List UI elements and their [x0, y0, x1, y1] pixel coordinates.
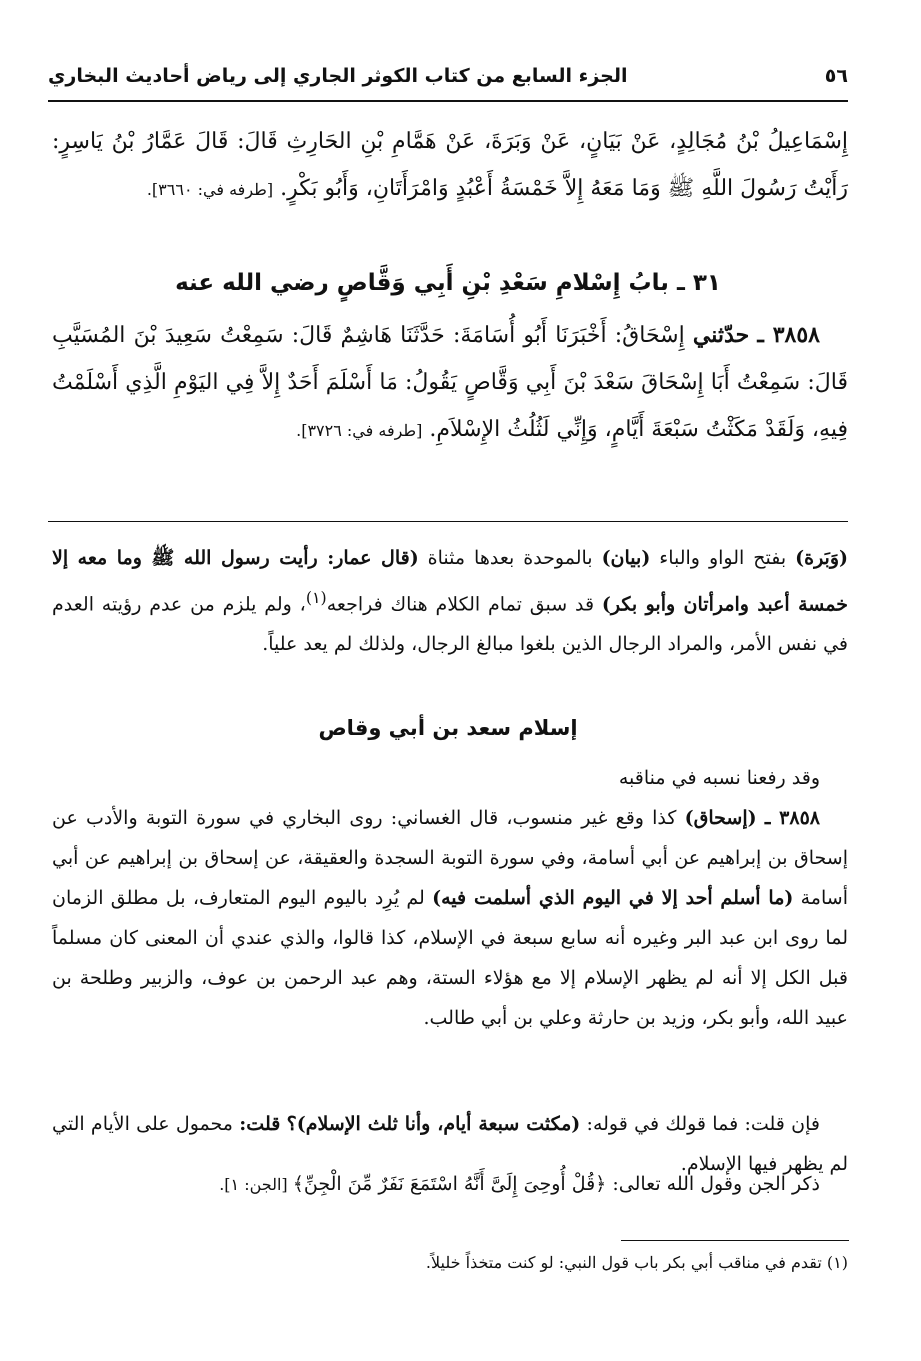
text-commentary-divider [48, 521, 848, 522]
commentary-line: وقد رفعنا نسبه في مناقبه [618, 767, 820, 789]
term: (وَبَرة) [795, 547, 849, 569]
commentary-text: ذكر الجن وقول الله تعالى: [606, 1173, 820, 1195]
commentary-text: محمول على الأيام التي لم يظهر فيها الإسلام. [52, 1113, 848, 1175]
running-title: الجزء السابع من كتاب الكوثر الجاري إلى رياض أحاديث البخاري [48, 65, 628, 87]
commentary-paragraph-1 [52, 538, 848, 664]
chapter-heading: ٣١ ـ بابُ إِسْلامِ سَعْدِ بْنِ أَبِي وَقَّاصٍ رضي الله عنه [175, 270, 721, 296]
commentary-paragraph-4 [52, 1164, 848, 1205]
term: قلت: [239, 1113, 281, 1135]
commentary-text: بفتح الواو والباء [650, 547, 796, 569]
quoted-phrase: (ما أسلم أحد إلا في اليوم الذي أسلمت فيه) [432, 887, 794, 909]
footnote [52, 1250, 848, 1276]
page-number: ٥٦ [824, 65, 848, 87]
commentary-text: فإن قلت: فما قولك في قوله: [580, 1113, 821, 1135]
hadith-number: ٣٨٥٨ ـ [757, 322, 820, 348]
term: (بيان) [601, 547, 651, 569]
commentary-text: قد سبق تمام الكلام هناك فراجعه [326, 593, 602, 616]
footnote-number: (١) [826, 1253, 848, 1272]
commentary-text: بالموحدة بعدها مثناة [418, 547, 602, 569]
page-header [48, 58, 848, 94]
hadith-3858 [52, 312, 848, 454]
commentary-paragraph-2 [52, 758, 848, 1038]
footnote-marker: (١) [305, 588, 327, 607]
hadith-continuation [52, 118, 848, 213]
hadith-number: ٣٨٥٨ ـ [764, 807, 820, 829]
cross-reference: [طرفه في: ٣٦٦٠]. [146, 180, 274, 199]
hadith-text: إِسْمَاعِيلُ بْنُ مُجَالِدٍ، عَنْ بَيَانٍ، عَنْ وَبَرَةَ، عَنْ هَمَّامِ بْنِ الحَارِثِ قَالَ: قَالَ عَمَّارُ بْنُ يَاسِرٍ: رَأَيْتُ رَسُولَ اللَّهِ ﷺ وَمَا مَعَهُ إِلاَّ خَمْسَةُ أَعْبُدٍ وَامْرَأَتَانِ، وَأَبُو بَكْرٍ. [52, 129, 848, 201]
footnote-rule [621, 1240, 849, 1241]
commentary-text: لم يُرِد باليوم اليوم المتعارف، بل مطلق الزمان لما روى ابن عبد البر وغيره أنه سابع سبعة في الإسلام، كذا قالوا، والذي عندي أن المعنى كان مسلماً قبل الكل إلا أنه لم يظهر الإسلام إلا مع هؤلاء الستة، وهم عبد الرحمن بن عوف، والزبير وطلحة بن عبيد الله، وأبو بكر، وزيد بن حارثة وعلي بن أبي طالب. [52, 887, 848, 1029]
section-heading: إسلام سعد بن أبي وقاص [318, 716, 578, 740]
commentary-text: ، ولم يلزم من عدم رؤيته العدم في نفس الأمر، والمراد الرجال الذين بلغوا مبالغ الرجال، ولذلك لم يعد علياً. [52, 593, 848, 656]
quran-verse: ﴿قُلْ أُوحِىَ إِلَىَّ أَنَّهُ اسْتَمَعَ نَفَرٌ مِّنَ الْجِنِّ﴾ [292, 1173, 607, 1195]
cross-reference: [طرفه في: ٣٧٢٦]. [296, 421, 423, 440]
quoted-phrase: (قال عمار: رأيت رسول الله ﷺ وما معه إلا خمسة أعبد وامرأتان وأبو بكر) [52, 547, 848, 616]
verse-reference: [الجن: ١]. [219, 1175, 293, 1194]
hadith-intro: حدّثني [692, 322, 750, 348]
hadith-text: إِسْحَاقُ: أَخْبَرَنَا أَبُو أُسَامَةَ: حَدَّثَنَا هَاشِمٌ قَالَ: سَمِعْتُ سَعِيدَ بْنَ المُسَيَّبِ قَالَ: سَمِعْتُ أَبَا إِسْحَاقَ سَعْدَ بْنَ أَبِي وَقَّاصٍ يَقُولُ: مَا أَسْلَمَ أَحَدٌ إِلاَّ فِي اليَوْمِ الَّذِي أَسْلَمْتُ فِيهِ، وَلَقَدْ مَكَثْتُ سَبْعَةَ أَيَّامٍ، وَإِنِّي لَثُلُثُ الإِسْلاَمِ. [52, 323, 848, 442]
commentary-text: كذا وقع غير منسوب، قال الغساني: روى البخاري في سورة التوبة والأدب عن إسحاق بن إبراهيم عن أبي أسامة، وفي سورة التوبة السجدة والعقيقة، عن إسحاق بن إبراهيم عن أبي أسامة [52, 807, 848, 909]
footnote-text: تقدم في مناقب أبي بكر باب قول النبي: لو كنت متخذاً خليلاً. [425, 1253, 822, 1272]
quoted-phrase: (مكثت سبعة أيام، وأنا ثلث الإسلام)؟ [286, 1113, 581, 1135]
term: (إسحاق) [684, 807, 757, 829]
header-rule [48, 100, 848, 102]
